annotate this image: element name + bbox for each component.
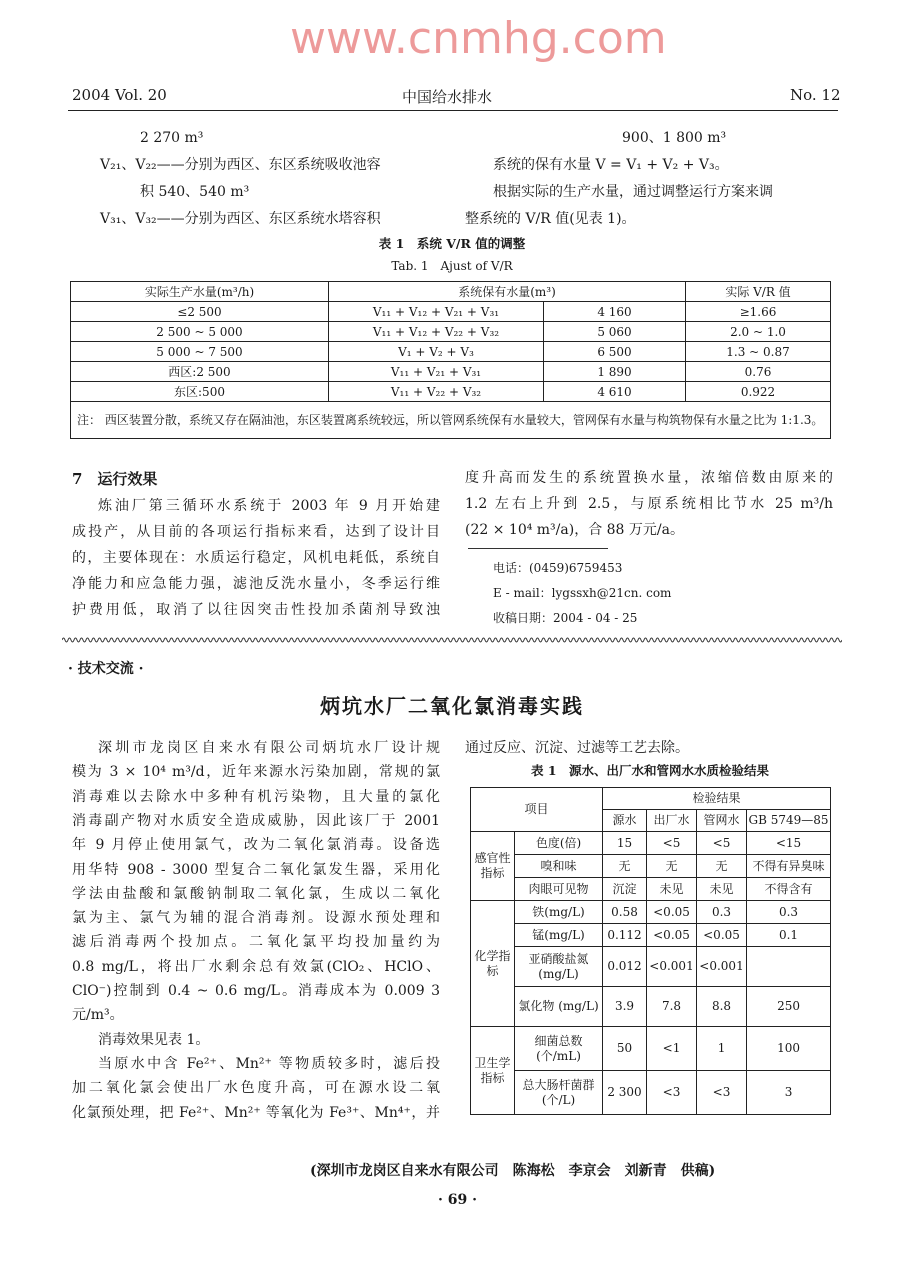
table-cell: <0.05 — [697, 924, 747, 947]
table-cell: 不得有异臭味 — [747, 855, 831, 878]
table-cell: 0.112 — [603, 924, 647, 947]
table-cell: <0.001 — [697, 947, 747, 987]
footnote-rule — [468, 548, 608, 549]
table-cell: 0.922 — [686, 382, 831, 402]
table-row — [471, 878, 831, 901]
table-row — [471, 947, 831, 987]
table-cell: V₁₁ + V₁₂ + V₂₂ + V₃₂ — [329, 322, 544, 342]
table-cell: 6 500 — [544, 342, 686, 362]
table-cell: 氯化物 (mg/L) — [515, 987, 603, 1027]
table-cell: 1 — [697, 1027, 747, 1071]
text-line: V₃₁、V₃₂——分别为西区、东区系统水塔容积 — [100, 211, 381, 227]
text-line: 消毒副产物对水质安全造成威胁，因此该厂于 2001 — [72, 812, 440, 829]
text-line: 元/m³。 — [72, 1007, 124, 1024]
table-cell: 2 300 — [603, 1071, 647, 1115]
text-line: (22 × 10⁴ m³/a)，合 88 万元/a。 — [465, 522, 684, 538]
table-cell — [747, 947, 831, 987]
table-cell: 未见 — [647, 878, 697, 901]
table-cell: 50 — [603, 1027, 647, 1071]
table-group-label: 感官性指标 — [471, 832, 515, 901]
section-heading: 7 运行效果 — [72, 470, 158, 488]
table-cell: <3 — [647, 1071, 697, 1115]
text-line: 通过反应、沉淀、过滤等工艺去除。 — [465, 740, 689, 756]
contact-email: E - mail：lygssxh@21cn. com — [493, 586, 672, 600]
text-line: 深圳市龙岗区自来水有限公司炳坑水厂设计规 — [98, 740, 440, 756]
text-line: 的，主要体现在：水质运行稳定，风机电耗低，系统自 — [72, 550, 440, 566]
table-cell: 5 000 ~ 7 500 — [71, 342, 329, 362]
article-title: 炳坑水厂二氧化氯消毒实践 — [320, 694, 584, 718]
text-line: 根据实际的生产水量，通过调整运行方案来调 — [493, 184, 773, 200]
text-line: 用华特 908 - 3000 型复合二氧化氯发生器，采用化 — [72, 861, 440, 878]
table-row — [471, 832, 831, 855]
page-number: · 69 · — [438, 1192, 477, 1208]
text-line: 0.8 mg/L，将出厂水剩余总有效氯(ClO₂、HClO、 — [72, 958, 440, 975]
credits: (深圳市龙岗区自来水有限公司 陈海松 李京会 刘新青 供稿) — [310, 1163, 716, 1179]
table-cell: 0.3 — [697, 901, 747, 924]
table1-vr-adjust — [70, 281, 831, 439]
journal-year-volume: 2004 Vol. 20 — [72, 86, 167, 104]
table-note — [71, 402, 831, 439]
table-cell: 15 — [603, 832, 647, 855]
text-line: 模为 3 × 10⁴ m³/d，近年来源水污染加剧，常规的氯 — [72, 764, 440, 781]
text-line: 年 9 月停止使用氯气，改为二氧化氯消毒。设备选 — [72, 837, 440, 854]
table-cell: 肉眼可见物 — [515, 878, 603, 901]
text-line: 积 540、540 m³ — [140, 184, 250, 200]
table-header: 检验结果 — [603, 788, 831, 810]
table-cell: 铁(mg/L) — [515, 901, 603, 924]
table-cell: 0.58 — [603, 901, 647, 924]
table-cell: V₁₁ + V₁₂ + V₂₁ + V₃₁ — [329, 302, 544, 322]
text-line: 学法由盐酸和氯酸钠制取二氧化氯，生成以二氧化 — [72, 885, 440, 902]
table-cell: <5 — [647, 832, 697, 855]
table-cell: 细菌总数 (个/mL) — [515, 1027, 603, 1071]
table-cell: 未见 — [697, 878, 747, 901]
text-line: 消毒难以去除水中多种有机污染物，且大量的氯化 — [72, 788, 440, 805]
note-label: 注： — [77, 413, 102, 427]
table-row — [471, 901, 831, 924]
table-header: 系统保有水量(m³) — [329, 282, 686, 302]
text-line: ClO⁻)控制到 0.4 ~ 0.6 mg/L。消毒成本为 0.009 3 — [72, 983, 440, 999]
text-line: 900、1 800 m³ — [622, 130, 727, 146]
note-text: 西区装置分散，系统又存在隔油池，东区装置离系统较远，所以管网系统保有水量较大，管网保有水量与构筑物保有水量之比为 1:1.3。 — [104, 413, 824, 427]
table-header: 实际 V/R 值 — [686, 282, 831, 302]
text-line: 成投产，从目前的各项运行指标来看，达到了设计目 — [72, 524, 440, 540]
table-cell: 2.0 ~ 1.0 — [686, 322, 831, 342]
table-cell: 无 — [647, 855, 697, 878]
table-cell: 东区:500 — [71, 382, 329, 402]
table-cell: 250 — [747, 987, 831, 1027]
journal-issue: No. 12 — [790, 86, 841, 104]
table-cell: 无 — [603, 855, 647, 878]
table-cell: 7.8 — [647, 987, 697, 1027]
wavy-divider — [62, 636, 842, 644]
table-row — [71, 362, 831, 382]
table-row — [471, 855, 831, 878]
table-header: 源水 — [603, 810, 647, 832]
table-cell: <5 — [697, 832, 747, 855]
table-group-label: 卫生学指标 — [471, 1027, 515, 1115]
table-row — [471, 1027, 831, 1071]
table-row — [471, 987, 831, 1027]
text-line: 化氯预处理，把 Fe²⁺、Mn²⁺ 等氧化为 Fe³⁺、Mn⁴⁺，并 — [72, 1104, 440, 1121]
text-line: 当原水中含 Fe²⁺、Mn²⁺ 等物质较多时，滤后投 — [98, 1055, 440, 1072]
watermark: www.cnmhg.com — [290, 13, 667, 64]
table-row — [471, 1071, 831, 1115]
table-cell: 0.1 — [747, 924, 831, 947]
table-cell: 亚硝酸盐氮 (mg/L) — [515, 947, 603, 987]
journal-name: 中国给水排水 — [402, 88, 493, 106]
table-cell: V₁₁ + V₂₂ + V₃₂ — [329, 382, 544, 402]
table2-caption: 表 1 源水、出厂水和管网水水质检验结果 — [530, 763, 770, 778]
table-cell: <3 — [697, 1071, 747, 1115]
table-cell: 100 — [747, 1027, 831, 1071]
contact-phone: 电话：(0459)6759453 — [493, 561, 623, 575]
table-cell: 2 500 ~ 5 000 — [71, 322, 329, 342]
table-cell: 总大肠杆菌群 (个/L) — [515, 1071, 603, 1115]
table-row — [71, 382, 831, 402]
table-cell: 锰(mg/L) — [515, 924, 603, 947]
table-header: 管网水 — [697, 810, 747, 832]
column-label: · 技术交流 · — [68, 661, 144, 677]
table-cell: 4 160 — [544, 302, 686, 322]
table-cell: 0.012 — [603, 947, 647, 987]
table-cell: V₁ + V₂ + V₃ — [329, 342, 544, 362]
text-line: 度升高而发生的系统置换水量，浓缩倍数由原来的 — [465, 470, 833, 486]
table-header: 项目 — [471, 788, 603, 832]
table-cell: ≤2 500 — [71, 302, 329, 322]
table-cell: 嗅和味 — [515, 855, 603, 878]
table-cell: <0.05 — [647, 924, 697, 947]
text-line: 消毒效果见表 1。 — [98, 1031, 210, 1048]
text-line: 整系统的 V/R 值(见表 1)。 — [465, 211, 636, 227]
table-cell: <0.05 — [647, 901, 697, 924]
table1-caption-en: Tab. 1 Ajust of V/R — [391, 259, 513, 273]
table-cell: 1 890 — [544, 362, 686, 382]
table2-water-quality — [470, 787, 831, 1115]
table-cell: 8.8 — [697, 987, 747, 1027]
header-rule — [68, 110, 838, 111]
text-line: V₂₁、V₂₂——分别为西区、东区系统吸收池容 — [100, 157, 381, 173]
table-header: GB 5749—85 — [747, 810, 831, 832]
text-line: 滤后消毒两个投加点。二氧化氯平均投加量约为 — [72, 934, 440, 951]
table-row — [71, 302, 831, 322]
table-cell: 0.76 — [686, 362, 831, 382]
table-row — [471, 924, 831, 947]
table-row — [71, 322, 831, 342]
table-header: 实际生产水量(m³/h) — [71, 282, 329, 302]
table-cell: ≥1.66 — [686, 302, 831, 322]
table-cell: 色度(倍) — [515, 832, 603, 855]
table-cell: 无 — [697, 855, 747, 878]
table-header: 出厂水 — [647, 810, 697, 832]
table-cell: 沉淀 — [603, 878, 647, 901]
received-date: 收稿日期：2004 - 04 - 25 — [493, 611, 638, 625]
text-line: 护费用低，取消了以往因突击性投加杀菌剂导致浊 — [72, 602, 440, 618]
table-cell: 不得含有 — [747, 878, 831, 901]
text-line: 炼油厂第三循环水系统于 2003 年 9 月开始建 — [98, 498, 440, 514]
table-cell: 1.3 ~ 0.87 — [686, 342, 831, 362]
table-group-label: 化学指标 — [471, 901, 515, 1027]
table-cell: 5 060 — [544, 322, 686, 342]
table-cell: 4 610 — [544, 382, 686, 402]
text-line: 1.2 左右上升到 2.5，与原系统相比节水 25 m³/h — [465, 496, 833, 512]
table-row — [71, 342, 831, 362]
table-cell: <15 — [747, 832, 831, 855]
table-cell: 3.9 — [603, 987, 647, 1027]
text-line: 加二氧化氯会使出厂水色度升高，可在源水设二氧 — [72, 1080, 440, 1097]
table-cell: V₁₁ + V₂₁ + V₃₁ — [329, 362, 544, 382]
table-cell: 0.3 — [747, 901, 831, 924]
text-line: 系统的保有水量 V = V₁ + V₂ + V₃。 — [493, 157, 729, 173]
text-line: 氯为主、氯气为辅的混合消毒剂。设源水预处理和 — [72, 910, 440, 927]
table-cell: <1 — [647, 1027, 697, 1071]
table1-caption-cn: 表 1 系统 V/R 值的调整 — [378, 236, 526, 251]
table-cell: 3 — [747, 1071, 831, 1115]
text-line: 净能力和应急能力强，滤池反洗水量小，冬季运行维 — [72, 576, 440, 592]
table-cell: <0.001 — [647, 947, 697, 987]
table-cell: 西区:2 500 — [71, 362, 329, 382]
text-line: 2 270 m³ — [140, 130, 204, 146]
